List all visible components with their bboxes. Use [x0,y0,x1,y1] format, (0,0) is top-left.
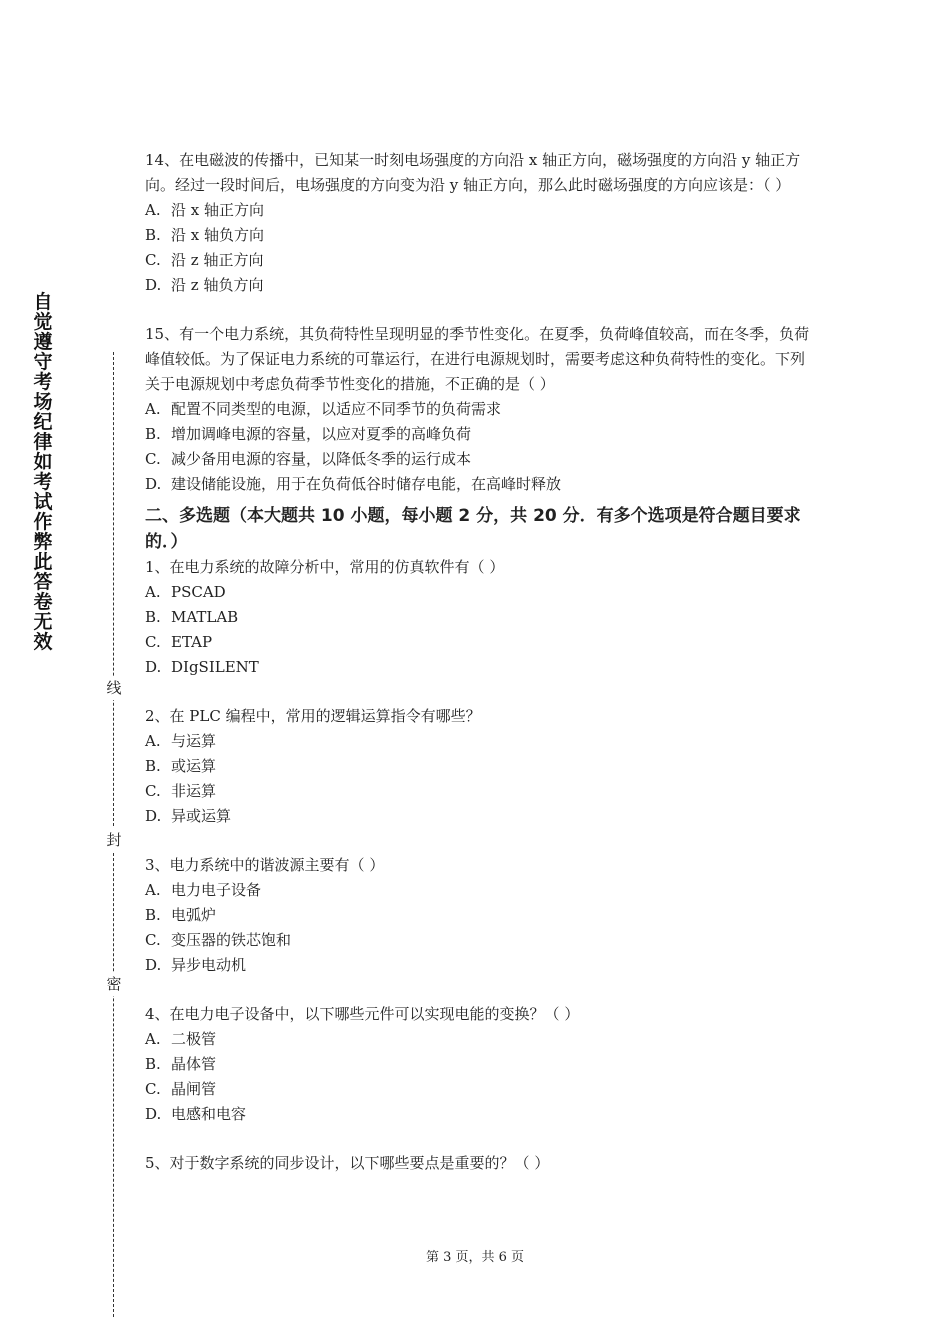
option-text: 电弧炉 [171,906,217,924]
option-text: PSCAD [171,583,226,601]
option-d[interactable] [145,1102,813,1127]
question-m1 [145,555,813,680]
option-text: 建设储能设施，用于在负荷低谷时储存电能，在高峰时释放 [171,475,562,493]
option-b[interactable] [145,1052,813,1077]
option-text: 二极管 [171,1030,217,1048]
exam-content [145,148,813,1200]
option-text: DIgSILENT [171,658,259,676]
option-text: 配置不同类型的电源，以适应不同季节的负荷需求 [171,400,502,418]
option-letter: B. [145,1055,161,1073]
option-text: 沿 x 轴正方向 [171,201,264,219]
binding-label-secret: 密 [103,972,125,996]
option-text: MATLAB [171,608,239,626]
option-d[interactable] [145,273,813,298]
option-letter: D. [145,1105,162,1123]
option-text: 异步电动机 [171,956,247,974]
option-letter: A. [145,583,161,601]
question-stem: 2、在 PLC 编程中，常用的逻辑运算指令有哪些？ [145,707,481,725]
question-stem: 1、在电力系统的故障分析中，常用的仿真软件有（ ） [145,558,505,576]
option-b[interactable] [145,223,813,248]
option-letter: C. [145,1080,161,1098]
question-m3 [145,853,813,978]
question-stem: 5、对于数字系统的同步设计，以下哪些要点是重要的？（ ） [145,1154,550,1172]
option-text: 变压器的铁芯饱和 [171,931,292,949]
option-text: 增加调峰电源的容量，以应对夏季的高峰负荷 [171,425,472,443]
option-text: 或运算 [171,757,217,775]
option-b[interactable] [145,754,813,779]
option-text: 非运算 [171,782,217,800]
question-m2 [145,704,813,829]
option-text: 晶体管 [171,1055,217,1073]
option-text: 沿 x 轴负方向 [171,226,264,244]
option-text: 晶闸管 [171,1080,217,1098]
option-a[interactable] [145,397,813,422]
option-b[interactable] [145,903,813,928]
option-letter: B. [145,906,161,924]
binding-label-seal: 封 [103,828,125,852]
option-c[interactable] [145,928,813,953]
option-text: 异或运算 [171,807,232,825]
option-letter: D. [145,807,162,825]
option-c[interactable] [145,630,813,655]
option-letter: D. [145,956,162,974]
question-m4 [145,1002,813,1127]
option-letter: B. [145,757,161,775]
option-letter: D. [145,276,162,294]
binding-label-line: 线 [103,676,125,700]
option-letter: A. [145,732,161,750]
option-text: 减少备用电源的容量，以降低冬季的运行成本 [171,450,472,468]
option-letter: A. [145,201,161,219]
question-stem: 14、在电磁波的传播中，已知某一时刻电场强度的方向沿 x 轴正方向，磁场强度的方向沿 y 轴正方向。经过一段时间后，电场强度的方向变为沿 y 轴正方向，那么此时磁场强度的方向应该是：（ ） [145,151,801,194]
option-d[interactable] [145,953,813,978]
option-text: 沿 z 轴正方向 [171,251,264,269]
question-stem: 15、有一个电力系统，其负荷特性呈现明显的季节性变化。在夏季，负荷峰值较高，而在冬季，负荷峰值较低。为了保证电力系统的可靠运行，在进行电源规划时，需要考虑这种负荷特性的变化。下列关于电源规划中考虑负荷季节性变化的措施，不正确的是（ ） [145,325,810,393]
question-14 [145,148,813,298]
section-title-multiple-choice: 二、多选题（本大题共 10 小题，每小题 2 分，共 20 分．有多个选项是符合题目要求的．） [145,506,801,552]
option-d[interactable] [145,472,813,497]
option-letter: B. [145,425,161,443]
option-letter: A. [145,1030,161,1048]
option-letter: C. [145,251,161,269]
option-letter: B. [145,608,161,626]
option-b[interactable] [145,422,813,447]
option-letter: C. [145,782,161,800]
option-letter: C. [145,633,161,651]
option-letter: B. [145,226,161,244]
option-letter: C. [145,450,161,468]
option-text: 电力电子设备 [171,881,262,899]
option-text: ETAP [171,633,213,651]
option-text: 沿 z 轴负方向 [171,276,264,294]
option-a[interactable] [145,580,813,605]
option-letter: D. [145,475,162,493]
option-a[interactable] [145,729,813,754]
option-d[interactable] [145,804,813,829]
option-c[interactable] [145,779,813,804]
option-letter: A. [145,400,161,418]
option-letter: D. [145,658,162,676]
question-stem: 3、电力系统中的谐波源主要有（ ） [145,856,385,874]
option-a[interactable] [145,878,813,903]
option-letter: A. [145,881,161,899]
option-text: 与运算 [171,732,217,750]
question-stem: 4、在电力电子设备中，以下哪些元件可以实现电能的变换？（ ） [145,1005,580,1023]
exam-discipline-warning: 自觉遵守考场纪律如考试作弊此答卷无效 [33,291,53,653]
question-m5 [145,1151,813,1176]
question-15 [145,322,813,497]
option-a[interactable] [145,1027,813,1052]
option-text: 电感和电容 [171,1105,247,1123]
option-letter: C. [145,931,161,949]
option-a[interactable] [145,198,813,223]
page-number-footer: 第 3 页，共 6 页 [425,1250,525,1265]
option-c[interactable] [145,248,813,273]
option-d[interactable] [145,655,813,680]
option-c[interactable] [145,1077,813,1102]
option-b[interactable] [145,605,813,630]
option-c[interactable] [145,447,813,472]
